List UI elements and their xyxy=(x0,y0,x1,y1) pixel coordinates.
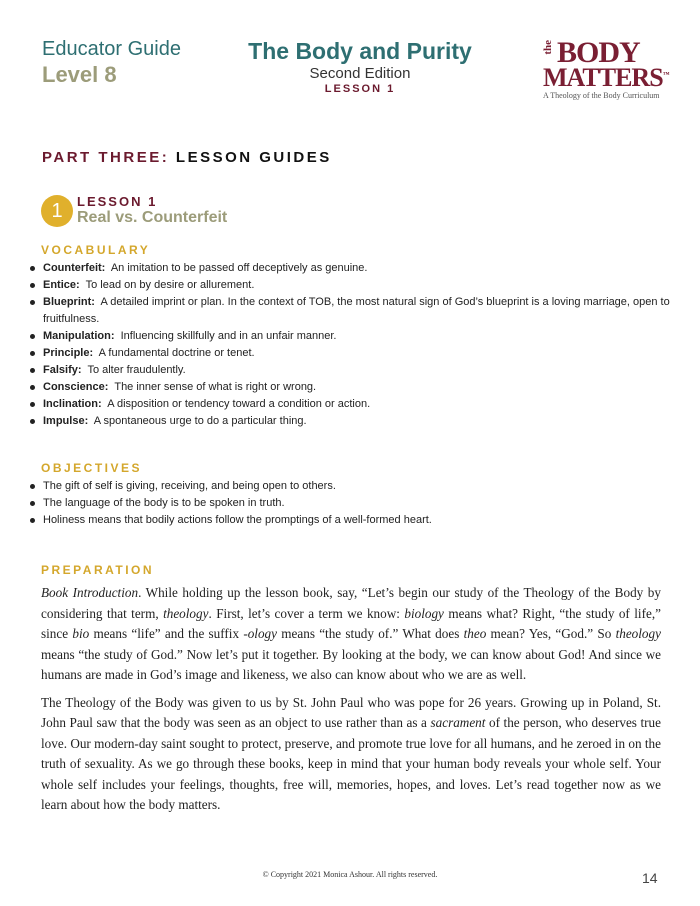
body-text: means what? Right, “the study of life,” since xyxy=(41,605,661,641)
vocabulary-item xyxy=(28,294,678,328)
vocab-term: Inclination: xyxy=(43,398,102,410)
logo-matters-text: MATTERS xyxy=(543,63,663,92)
vocab-term: Principle: xyxy=(43,347,94,359)
vocab-term: Falsify: xyxy=(43,364,82,376)
preparation-paragraph xyxy=(41,693,661,816)
objective-item: Holiness means that bodily actions follow the promptings of a well-formed heart. xyxy=(28,512,678,529)
lesson-label: LESSON 1 xyxy=(324,83,396,95)
vocab-term: Manipulation: xyxy=(43,330,115,342)
body-text: of the person, who deserves true love. Our modern-day saint sought to protect, preserve, and promote true love for all humans, and he zeroed in on the truth of sexuality. As we go through these books, keep in mind that your human body reveals your whole self. Your whole self includes your feelings, thoughts, free will, memories, hopes, and loves. Let’s read together now as we learn about how the body matters. xyxy=(41,715,662,812)
page-number: 14 xyxy=(642,870,658,886)
copyright: © Copyright 2021 Monica Ashour. All rights reserved. xyxy=(262,870,438,879)
logo-matters xyxy=(543,63,669,93)
vocabulary-item xyxy=(28,277,678,294)
vocab-definition: A detailed imprint or plan. In the context of TOB, the most natural sign of God’s blueprint is a loving marriage, open to fruitfulness. xyxy=(43,296,670,325)
part-heading xyxy=(42,149,332,166)
logo-body: BODY xyxy=(557,36,640,69)
vocab-definition: A spontaneous urge to do a particular thing. xyxy=(93,415,307,427)
vocabulary-item xyxy=(28,396,678,413)
part-title: LESSON GUIDES xyxy=(175,149,332,166)
vocab-definition: The inner sense of what is right or wrong. xyxy=(114,381,317,393)
level-label: Level 8 xyxy=(42,62,117,87)
guide-label: Educator Guide xyxy=(42,38,181,60)
vocab-definition: Influencing skillfully and in an unfair manner. xyxy=(120,330,337,342)
vocab-term: Entice: xyxy=(43,279,80,291)
emphasis-text: -ology xyxy=(243,626,278,641)
emphasis-text: biology xyxy=(404,605,444,621)
emphasis-text: theology xyxy=(615,626,661,641)
emphasis-text: bio xyxy=(72,626,90,641)
body-text: The Theology of the Body was given to us by St. John Paul who was pope for 26 years. Growing up in Poland, St. John Paul saw that the body was seen as an object to use rather than as a xyxy=(41,694,661,730)
emphasis-text: theo xyxy=(463,626,487,641)
vocabulary-item xyxy=(28,345,678,362)
logo-the: the xyxy=(542,40,554,55)
vocabulary-item xyxy=(28,362,678,379)
objective-item: The language of the body is to be spoken in truth. xyxy=(28,495,678,512)
vocab-term: Blueprint: xyxy=(43,296,95,308)
lesson-title: Real vs. Counterfeit xyxy=(77,209,228,226)
objectives-list xyxy=(28,478,678,529)
vocabulary-heading: VOCABULARY xyxy=(41,243,151,257)
preparation-heading: PREPARATION xyxy=(41,563,155,577)
vocab-definition: To alter fraudulently. xyxy=(87,364,186,376)
logo-tm: ™ xyxy=(662,70,669,79)
body-text: . While holding up the lesson book, say, “Let’s begin our study of the Theology of the Body by considering that term, xyxy=(41,585,661,621)
body-text: means “the study of.” What does xyxy=(277,626,464,641)
vocab-definition: To lead on by desire or allurement. xyxy=(85,279,255,291)
part-label: PART THREE: xyxy=(42,149,170,166)
emphasis-text: theology xyxy=(163,605,209,621)
preparation-paragraph xyxy=(41,583,661,686)
logo-tagline: A Theology of the Body Curriculum xyxy=(543,91,660,100)
body-text: means “the study of God.” Now let’s put it together. By looking at the body, we can know about God! And since we humans are made in God’s image and likeness, we also can know about who we are as well. xyxy=(41,646,661,682)
book-title: The Body and Purity xyxy=(248,38,472,64)
preparation-text xyxy=(41,583,661,816)
edition-label: Second Edition xyxy=(309,65,411,82)
body-text: . First, let’s cover a term we know: xyxy=(208,605,405,621)
lesson-label: LESSON 1 xyxy=(77,194,158,209)
objective-item: The gift of self is giving, receiving, and being open to others. xyxy=(28,478,678,495)
emphasis-text: Book Introduction xyxy=(41,585,139,600)
vocab-term: Impulse: xyxy=(43,415,89,427)
body-text: mean? Yes, “God.” So xyxy=(486,626,616,641)
objectives-heading: OBJECTIVES xyxy=(41,461,143,475)
vocab-term: Counterfeit: xyxy=(43,262,106,274)
vocabulary-item xyxy=(28,379,678,396)
vocabulary-item xyxy=(28,413,678,430)
header-center xyxy=(250,38,470,95)
vocab-definition: An imitation to be passed off deceptively as genuine. xyxy=(110,262,368,274)
vocab-definition: A disposition or tendency toward a condition or action. xyxy=(107,398,371,410)
body-text: means “life” and the suffix xyxy=(89,626,244,641)
vocab-term: Conscience: xyxy=(43,381,109,393)
emphasis-text: sacrament xyxy=(430,715,486,730)
vocabulary-item xyxy=(28,260,678,277)
lesson-number-badge: 1 xyxy=(41,195,73,227)
vocabulary-list xyxy=(28,260,678,430)
vocabulary-item xyxy=(28,328,678,345)
vocab-definition: A fundamental doctrine or tenet. xyxy=(98,347,255,359)
